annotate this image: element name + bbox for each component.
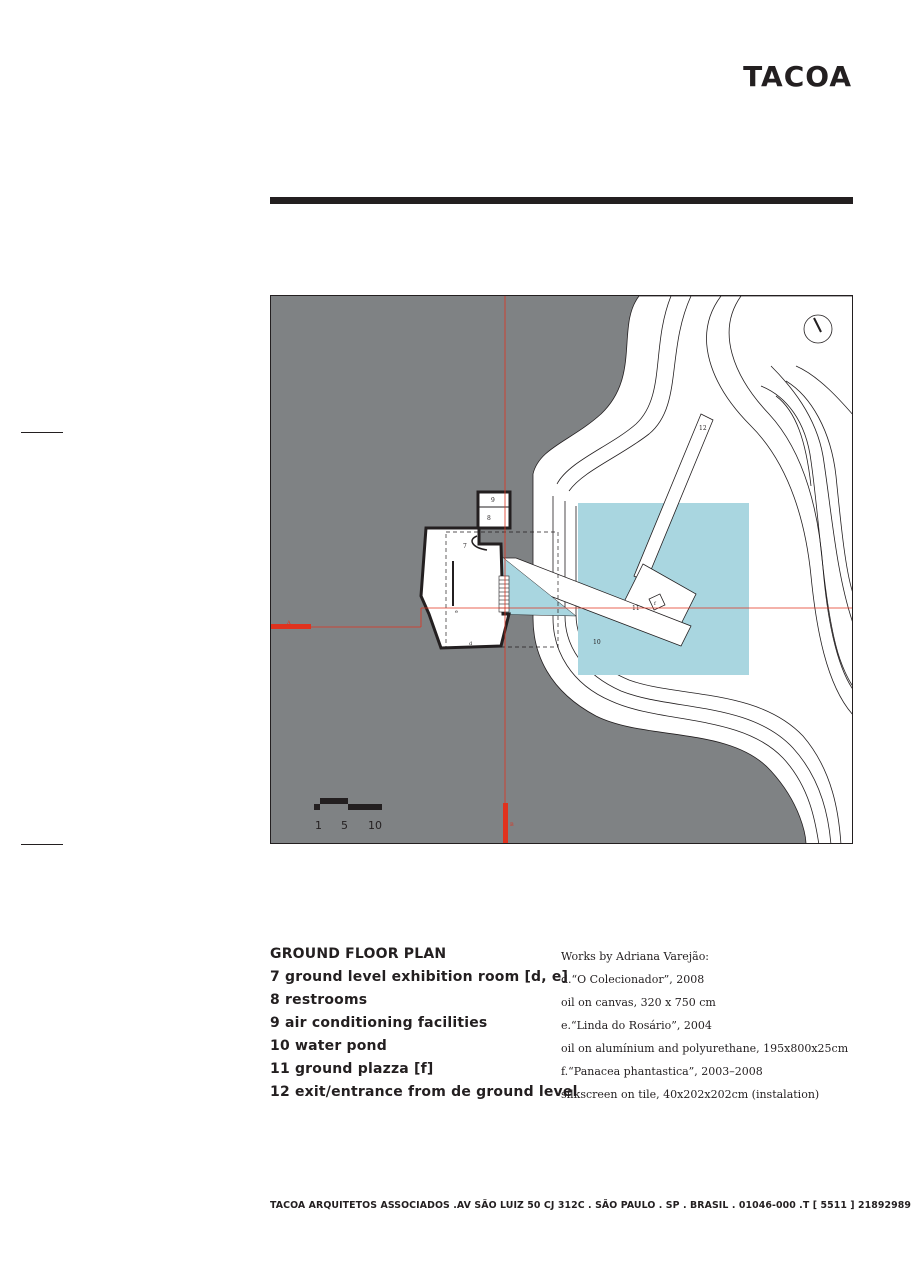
artwork-wall-d — [452, 561, 454, 606]
works-line: d.“O Colecionador”, 2008 — [561, 973, 705, 986]
margin-mark-top — [21, 432, 63, 433]
legend-item: 11 ground plazza [f] — [270, 1061, 434, 1077]
ground-floor-plan — [270, 295, 853, 844]
works-line: silkscreen on tile, 40x202x202cm (instalation) — [561, 1088, 820, 1101]
exit-number-12: 12 — [699, 425, 707, 432]
stairs — [499, 576, 509, 612]
legend-item: 12 exit/entrance from de ground level — [270, 1084, 578, 1100]
scale-tick-1: 1 — [315, 819, 322, 832]
artwork-label-e: e — [455, 609, 458, 615]
scale-tick-5: 5 — [341, 819, 348, 832]
pond-number-10: 10 — [593, 639, 601, 646]
margin-mark-bottom — [21, 844, 63, 845]
section-label-b: B — [510, 822, 514, 828]
restroom-number-8: 8 — [487, 515, 491, 522]
room-number-7: 7 — [463, 543, 467, 550]
legend-item: 9 air conditioning facilities — [270, 1015, 488, 1031]
scale-tick-10: 10 — [368, 819, 382, 832]
legend-title: GROUND FLOOR PLAN — [270, 946, 447, 962]
artwork-label-d: d — [469, 641, 473, 647]
works-credits — [561, 945, 861, 1106]
works-line: oil on alumínium and polyurethane, 195x800x25cm — [561, 1042, 849, 1055]
works-heading: Works by Adriana Varejão: — [561, 950, 710, 963]
artwork-label-f: f — [654, 601, 656, 607]
plan-legend — [270, 943, 578, 1104]
tacoa-logo: TACOA — [743, 60, 852, 93]
north-arrow-icon — [804, 315, 832, 343]
legend-item: 7 ground level exhibition room [d, e] — [270, 969, 569, 985]
section-marker-b — [503, 803, 508, 844]
works-line: oil on canvas, 320 x 750 cm — [561, 996, 716, 1009]
legend-item: 10 water pond — [270, 1038, 387, 1054]
section-marker-a — [271, 624, 311, 629]
plan-drawing — [271, 296, 853, 844]
section-label-a: A — [287, 620, 291, 626]
plaza-number-11: 11 — [632, 605, 640, 612]
legend-item: 8 restrooms — [270, 992, 368, 1008]
header-rule — [270, 197, 853, 204]
footer-address: TACOA ARQUITETOS ASSOCIADOS .AV SÃO LUIZ 50 CJ 312C . SÃO PAULO . SP . BRASIL . 01046-000 .T [ 5511 ] 21892989 — [270, 1200, 912, 1211]
ac-number-9: 9 — [491, 497, 495, 504]
works-line: f.“Panacea phantastica”, 2003–2008 — [561, 1065, 763, 1078]
works-line: e.“Linda do Rosário”, 2004 — [561, 1019, 712, 1032]
